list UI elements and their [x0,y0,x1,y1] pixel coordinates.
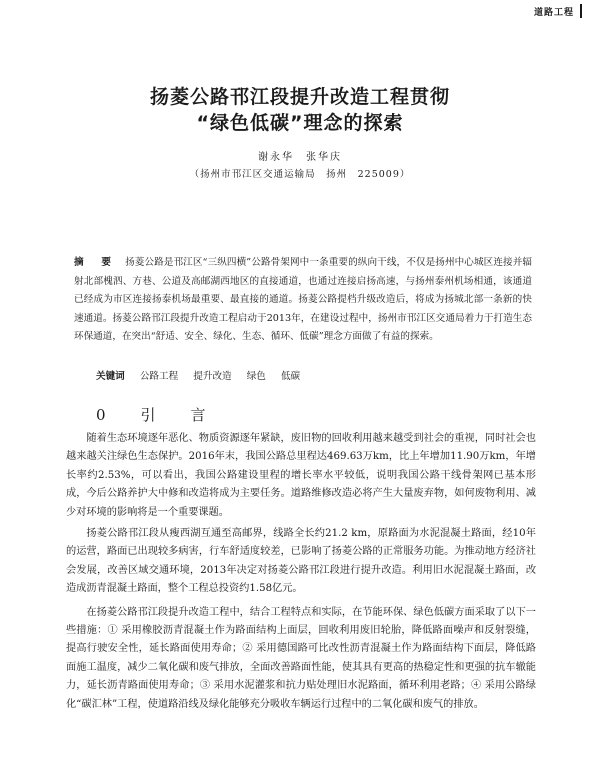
header-divider [580,4,582,18]
paragraph: 随着生态环境逐年恶化、物质资源逐年紧缺，废旧物的回收利用越来越受到社会的重视，同时社会也越来越关注绿色生态保护。2016年末，我国公路总里程达469.63万km，比上年增加11.90万km，年增长率约2.53%，可以看出，我国公路建设里程的增长率水平较低，说明我国公路干线骨架网已基本形成，今后公路养护大中修和改造将成为主要任务。道路维修改造必将产生大量废弃物，如何废物利用、减少对环境的影响将是一个重要课题。 [66,433,536,518]
article-title [0,84,600,136]
keyword: 绿色 [246,371,266,382]
section-heading: 0 引 言 [96,406,216,424]
abstract-text: 扬菱公路是邗江区“三纵四横”公路骨架网中一条重要的纵向干线，不仅是扬州中心城区连接并辐射北部槐泗、方巷、公道及高邮湖西地区的直接通道，也通过连接启扬高速，与扬州泰州机场相通，该通道已经成为市区连接扬泰机场最重要、最直接的通道。扬菱公路提档升级改造后，将成为扬城北部一条新的快速通道。扬菱公路邗江段提升改造工程启动于2013年，在建设过程中，扬州市邗江区交通局着力于打造生态环保通道，在突出“舒适、安全、绿化、生态、循环、低碳”理念方面做了有益的探索。 [74,257,533,343]
title-line-2: “绿色低碳”理念的探索 [196,112,404,134]
title-line-1: 扬菱公路邗江段提升改造工程贯彻 [149,86,450,108]
keyword: 低碳 [280,371,301,382]
keyword: 提升改造 [193,371,232,382]
body-text [66,430,536,714]
journal-section-name: 道路工程 [533,7,574,18]
keyword: 公路工程 [139,371,179,382]
keywords [96,369,536,385]
authors: 谢永华 张华庆 [258,152,342,163]
affiliation: （扬州市邗江区交通运输局 扬州 225009） [189,169,411,180]
paragraph: 在扬菱公路邗江段提升改造工程中，结合工程特点和实际，在节能环保、绿色低碳方面采取了以下一些措施：① 采用橡胶沥青混凝土作为路面结构上面层，回收利用废旧轮胎，降低路面噪声和反射裂缝，提高行驶安全性，延长路面使用寿命；② 采用德国路可比改性沥青混凝土作为路面结构下面层，降低路面施工温度，减少二氧化碳和废气排放，全面改善路面性能，使其具有更高的热稳定性和更强的抗车辙能力，延长沥青路面使用寿命；③ 采用水泥灌浆和抗力贴处理旧水泥路面，循环利用老路；④ 采用公路绿化“碳汇林”工程，使道路沿线及绿化能够充分吸收车辆运行过程中的二氧化碳和废气的排放。 [66,606,536,710]
paragraph: 扬菱公路邗江段从瘦西湖互通至高邮界，线路全长约21.2 km，原路面为水泥混凝土路面，经10年的运营，路面已出现较多病害，行车舒适度较差，已影响了扬菱公路的正常服务功能。为推动地方经济社会发展，改善区域交通环境，2013年决定对扬菱公路邗江段进行提升改造。利用旧水泥混凝土路面，改造成沥青混凝土路面，整个工程总投资约1.58亿元。 [66,528,536,595]
abstract [74,254,532,347]
abstract-label: 摘 要 [74,257,116,268]
running-header [534,4,582,18]
keywords-label: 关键词 [96,371,125,382]
